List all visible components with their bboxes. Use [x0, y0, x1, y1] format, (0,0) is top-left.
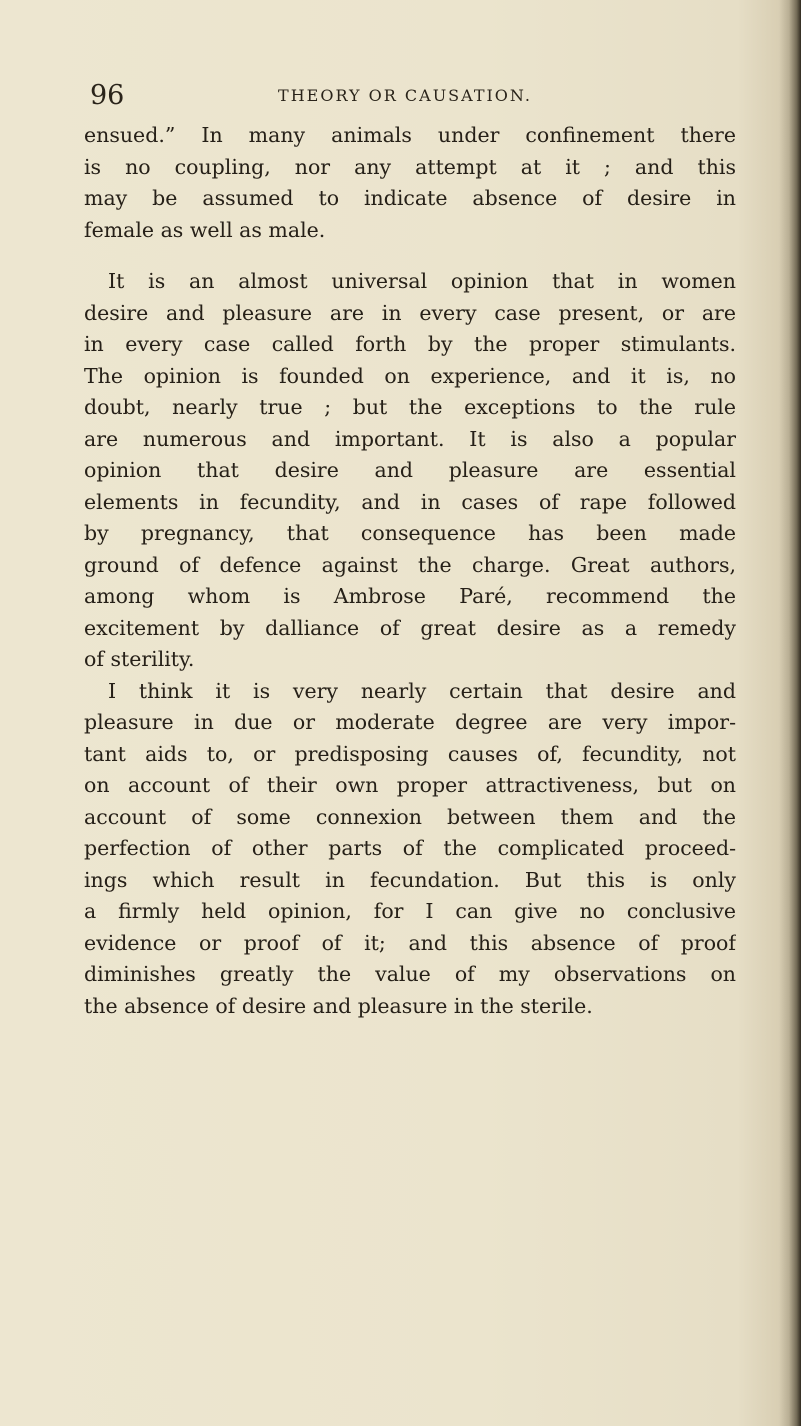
running-head: THEORY OR CAUSATION.: [278, 86, 532, 105]
text-line: in every case called forth by the proper stimulants.: [84, 332, 736, 356]
text-line: pleasure in due or moderate degree are very impor-: [84, 710, 736, 734]
text-line: ensued.” In many animals under confinement there: [84, 123, 736, 147]
text-line: on account of their own proper attractiveness, but on: [84, 773, 736, 797]
paragraph-3: [84, 676, 736, 1023]
body-text: [84, 120, 736, 1022]
page-binding-shadow: [779, 0, 801, 1426]
text-line: by pregnancy, that consequence has been made: [84, 521, 736, 545]
text-line: elements in fecundity, and in cases of rape followed: [84, 489, 736, 514]
text-line: evidence or proof of it; and this absence of proof: [84, 930, 736, 955]
text-line: the absence of desire and pleasure in the sterile.: [84, 993, 593, 1018]
text-line: ings which result in fecundation. But this is only: [84, 867, 736, 892]
text-line: It is an almost universal opinion that in women: [108, 269, 736, 293]
text-line: may be assumed to indicate absence of desire in: [84, 186, 736, 210]
text-line: diminishes greatly the value of my observations on: [84, 962, 736, 986]
paragraph-gap: [84, 246, 736, 266]
text-line: a firmly held opinion, for I can give no conclusive: [84, 899, 736, 923]
text-line: excitement by dalliance of great desire as a remedy: [84, 615, 736, 640]
text-line: perfection of other parts of the complicated proceed-: [84, 836, 736, 860]
page-number: 96: [90, 80, 125, 111]
text-line: account of some connexion between them and the: [84, 804, 736, 829]
text-line: ground of defence against the charge. Great authors,: [84, 552, 736, 577]
text-line: doubt, nearly true ; but the exceptions to the rule: [84, 395, 736, 419]
text-line: I think it is very nearly certain that desire and: [108, 678, 736, 703]
text-line: opinion that desire and pleasure are essential: [84, 458, 736, 482]
text-line: are numerous and important. It is also a popular: [84, 426, 736, 451]
paragraph-2: [84, 266, 736, 676]
text-line: female as well as male.: [84, 217, 326, 242]
text-line: of sterility.: [84, 647, 195, 671]
page-header: [90, 80, 720, 120]
text-line: The opinion is founded on experience, and it is, no: [84, 363, 736, 388]
text-line: is no coupling, nor any attempt at it ; and this: [84, 154, 736, 179]
text-line: desire and pleasure are in every case present, or are: [84, 300, 736, 325]
text-line: tant aids to, or predisposing causes of, fecundity, not: [84, 741, 736, 766]
paragraph-1: [84, 120, 736, 246]
text-line: among whom is Ambrose Paré, recommend the: [84, 584, 736, 608]
